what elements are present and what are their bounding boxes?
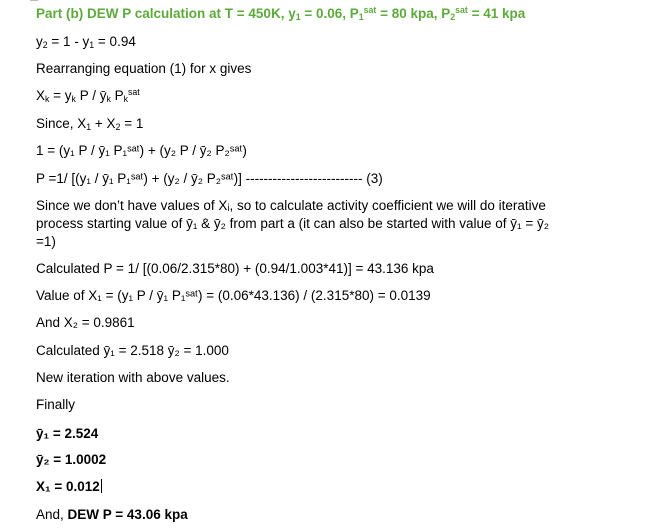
heading-sup: sat [455, 5, 468, 15]
equation-1: 1 = (y₁ P / ȳ₁ P₁ˢᵃᵗ) + (y₂ P / ȳ₂ P₂ˢᵃᵗ) [36, 143, 247, 158]
dew-prefix: And, [36, 507, 68, 522]
text: X [36, 88, 46, 103]
calculated-p: Calculated P = 1/ [(0.06/2.315*80) + (0.94/1.003*41)] = 43.136 kpa [36, 261, 434, 276]
text: P [110, 88, 124, 103]
since-equation [36, 116, 143, 132]
rearranging-text: Rearranging equation (1) for x gives [36, 61, 252, 76]
sub: 2 [115, 122, 121, 132]
and-x2: And X₂ = 0.9861 [36, 315, 135, 330]
sub: k [45, 94, 50, 104]
section-heading [36, 6, 525, 22]
equation-3: P =1/ [(y₁ / ȳ₁ P₁ˢᵃᵗ) + (y₂ / ȳ₂ P₂ˢᵃᵗ)] -------------------------- (3) [36, 171, 383, 186]
sub: 1 [89, 40, 95, 50]
final-gamma1: ȳ₁ = 2.524 [36, 426, 99, 441]
text-cursor [101, 479, 102, 493]
sub: 2 [42, 40, 48, 50]
final-x1 [36, 479, 102, 495]
text: + X [91, 116, 116, 131]
heading-text: = 0.06, P [300, 6, 359, 21]
heading-sub: 1 [295, 12, 301, 22]
text: = 0.94 [94, 34, 136, 49]
final-gamma2: ȳ₂ = 1.0002 [36, 452, 107, 467]
dew-p-result [36, 507, 188, 523]
heading-sup: sat [363, 5, 377, 15]
new-iteration: New iteration with above values. [36, 370, 230, 385]
finally-text: Finally [36, 397, 76, 412]
xk-equation [36, 88, 140, 104]
heading-sub: 1 [358, 12, 364, 22]
heading-text: Part (b) DEW P calculation at T = 450K, y [36, 6, 296, 21]
text: Since, X [36, 116, 87, 131]
heading-sub: 2 [450, 12, 456, 22]
iteration-paragraph: Since we don’t have values of Xᵢ, so to calculate activity coefficient we will do iterative process starting value of ȳ₁ & ȳ₂ from part a (it can also be started with value of ȳ₁ = ȳ₂ =1) [36, 198, 549, 249]
text: = 1 - y [47, 34, 90, 49]
gamma-symbol: ȳ [99, 88, 107, 103]
text: = 1 [120, 116, 144, 131]
text: y [36, 34, 43, 49]
heading-text: = 80 kpa, P [376, 6, 451, 21]
text: P / [75, 88, 100, 103]
value-of-x1: Value of X₁ = (y₁ P / ȳ₁ P₁ˢᵃᵗ) = (0.06*43.136) / (2.315*80) = 0.0139 [36, 288, 431, 303]
sub: k [106, 94, 111, 104]
text: = y [49, 88, 72, 103]
sub: 1 [86, 122, 92, 132]
calculated-gamma: Calculated ȳ₁ = 2.518 ȳ₂ = 1.000 [36, 343, 229, 358]
sub: k [123, 94, 128, 104]
anchor-mark [30, 0, 38, 2]
heading-text: = 41 kpa [467, 6, 526, 21]
sub: k [71, 94, 76, 104]
y2-equation [36, 34, 136, 50]
dew-value: DEW P = 43.06 kpa [67, 507, 188, 522]
sup: sat [128, 87, 140, 97]
final-x1-text: X₁ = 0.012 [36, 479, 100, 494]
